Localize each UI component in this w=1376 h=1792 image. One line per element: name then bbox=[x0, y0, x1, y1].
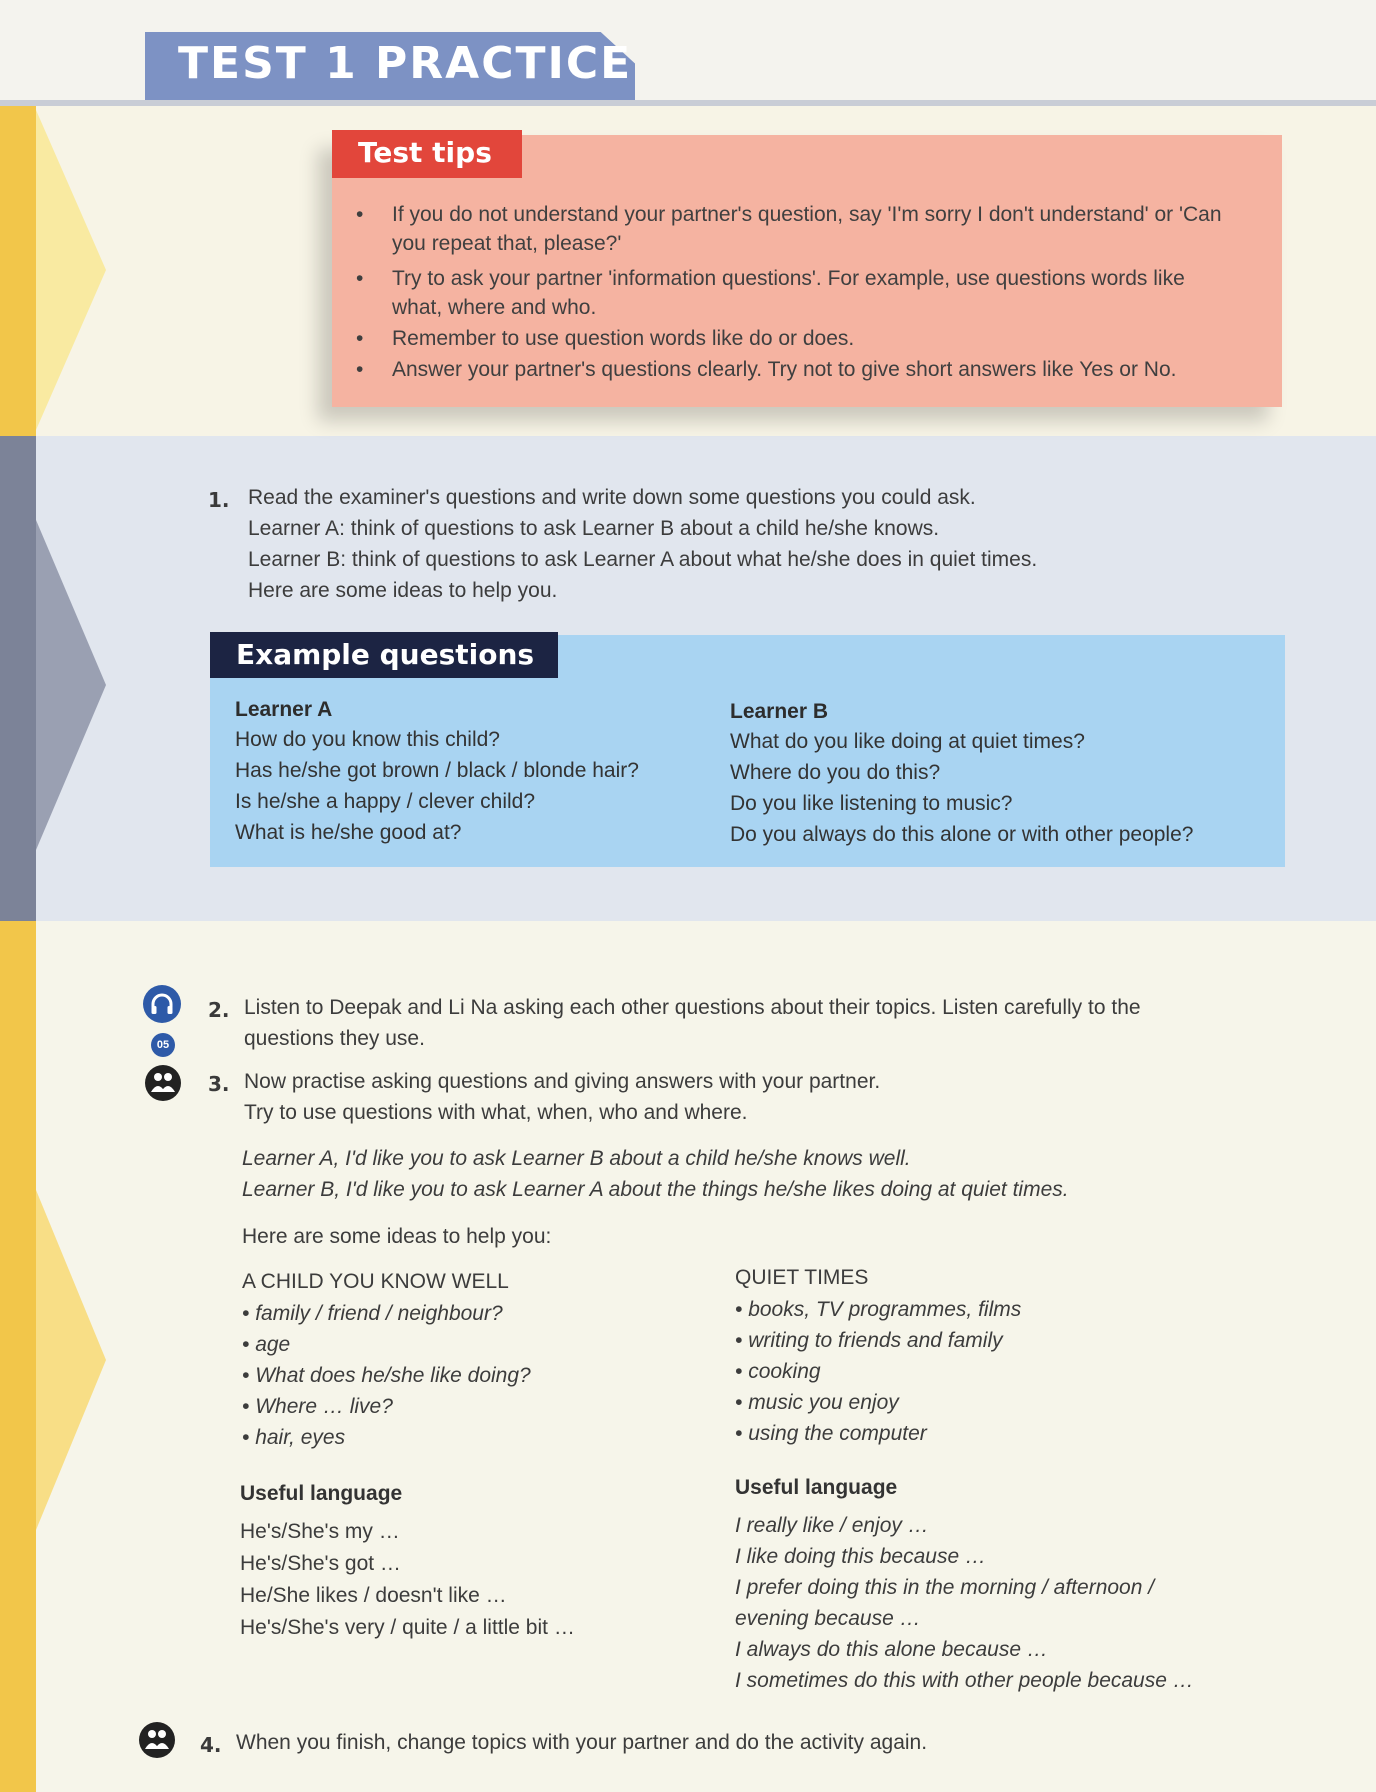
learner-b-question: Do you always do this alone or with other people? bbox=[730, 823, 1194, 846]
useful-language-heading: Useful language bbox=[240, 1482, 403, 1505]
bullet-dot: • bbox=[356, 267, 364, 290]
idea-text: books, TV programmes, films bbox=[748, 1298, 1022, 1321]
idea-bullet: • What does he/she like doing? bbox=[242, 1364, 531, 1387]
pair-work-icon bbox=[145, 1065, 181, 1101]
learner-b-question: What do you like doing at quiet times? bbox=[730, 730, 1085, 753]
idea-bullet: • writing to friends and family bbox=[735, 1329, 1003, 1352]
useful-phrase: I always do this alone because … bbox=[735, 1638, 1048, 1661]
page-title: TEST 1 PRACTICE bbox=[178, 38, 633, 89]
tip-item bbox=[356, 355, 1236, 384]
task1-line: Learner A: think of questions to ask Learner B about a child he/she knows. bbox=[248, 517, 940, 540]
tip-text: Answer your partner's questions clearly. Try not to give short answers like Yes or No. bbox=[392, 358, 1177, 381]
useful-phrase: He's/She's very / quite / a little bit … bbox=[240, 1616, 575, 1639]
example-questions-title: Example questions bbox=[236, 638, 535, 671]
idea-text: What does he/she like doing? bbox=[255, 1364, 531, 1387]
task-number: 1. bbox=[208, 488, 230, 512]
learner-a-question: Has he/she got brown / black / blonde hair? bbox=[235, 759, 639, 782]
idea-bullet: • cooking bbox=[735, 1360, 821, 1383]
bullet-dot: • bbox=[356, 327, 364, 350]
learner-a-heading: Learner A bbox=[235, 698, 333, 721]
idea-bullet: • family / friend / neighbour? bbox=[242, 1302, 503, 1325]
tip-item bbox=[356, 324, 1236, 353]
idea-text: using the computer bbox=[748, 1422, 927, 1445]
idea-bullet: • hair, eyes bbox=[242, 1426, 346, 1449]
idea-bullet: • age bbox=[242, 1333, 291, 1356]
idea-text: Where … live? bbox=[255, 1395, 393, 1418]
child-topic-heading: A CHILD YOU KNOW WELL bbox=[242, 1270, 509, 1293]
page-edge-band bbox=[0, 106, 36, 436]
idea-bullet: • using the computer bbox=[735, 1422, 927, 1445]
idea-bullet: • music you enjoy bbox=[735, 1391, 899, 1414]
page-edge-band bbox=[0, 921, 36, 1792]
useful-phrase: I like doing this because … bbox=[735, 1545, 986, 1568]
task-number: 4. bbox=[200, 1733, 222, 1757]
task2-line: Listen to Deepak and Li Na asking each other questions about their topics. Listen carefully to the bbox=[244, 996, 1141, 1019]
task1-line: Here are some ideas to help you. bbox=[248, 579, 558, 602]
headphones-icon[interactable] bbox=[143, 985, 181, 1023]
audio-track-badge: 05 bbox=[151, 1033, 175, 1057]
idea-text: age bbox=[255, 1333, 291, 1356]
useful-language-heading: Useful language bbox=[735, 1476, 898, 1499]
learner-a-question: Is he/she a happy / clever child? bbox=[235, 790, 536, 813]
task2-section-bg bbox=[36, 921, 1376, 1792]
task1-line: Read the examiner's questions and write down some questions you could ask. bbox=[248, 486, 976, 509]
learner-b-heading: Learner B bbox=[730, 700, 829, 723]
task2-line: questions they use. bbox=[244, 1027, 425, 1050]
useful-phrase: He's/She's got … bbox=[240, 1552, 401, 1575]
idea-text: hair, eyes bbox=[255, 1426, 346, 1449]
test-tips-title: Test tips bbox=[358, 136, 492, 169]
task1-line: Learner B: think of questions to ask Learner A about what he/she does in quiet times. bbox=[248, 548, 1038, 571]
pair-work-icon bbox=[139, 1722, 175, 1758]
pair-work-glyph bbox=[144, 1729, 170, 1751]
learner-a-question: How do you know this child? bbox=[235, 728, 500, 751]
useful-phrase: I sometimes do this with other people because … bbox=[735, 1669, 1194, 1692]
useful-phrase: I really like / enjoy … bbox=[735, 1514, 929, 1537]
idea-text: cooking bbox=[748, 1360, 821, 1383]
useful-phrase: I prefer doing this in the morning / afternoon / bbox=[735, 1576, 1155, 1599]
task-number: 2. bbox=[208, 998, 230, 1022]
bullet-dot: • bbox=[356, 203, 364, 226]
pair-work-glyph bbox=[150, 1072, 176, 1094]
useful-phrase: evening because … bbox=[735, 1607, 921, 1630]
task3-line: Try to use questions with what, when, who and where. bbox=[244, 1101, 748, 1124]
idea-text: writing to friends and family bbox=[748, 1329, 1003, 1352]
quiet-times-heading: QUIET TIMES bbox=[735, 1266, 869, 1289]
task3-line: Now practise asking questions and giving answers with your partner. bbox=[244, 1070, 881, 1093]
task3-instruction: Learner A, I'd like you to ask Learner B about a child he/she knows well. bbox=[242, 1147, 911, 1170]
tip-text: Try to ask your partner 'information questions'. For example, use questions words like what, where and who. bbox=[392, 267, 1185, 319]
page-edge-band bbox=[0, 436, 36, 921]
tip-text: Remember to use question words like do or does. bbox=[392, 327, 855, 350]
learner-a-question: What is he/she good at? bbox=[235, 821, 462, 844]
headphones-glyph bbox=[149, 991, 175, 1017]
bullet-dot: • bbox=[356, 358, 364, 381]
tip-item bbox=[356, 200, 1236, 258]
tip-text: If you do not understand your partner's question, say 'I'm sorry I don't understand' or 'Can you repeat that, please?' bbox=[392, 203, 1222, 255]
task3-instruction: Learner B, I'd like you to ask Learner A about the things he/she likes doing at quiet times. bbox=[242, 1178, 1069, 1201]
ideas-intro: Here are some ideas to help you: bbox=[242, 1225, 552, 1248]
tip-item bbox=[356, 264, 1236, 322]
learner-b-question: Do you like listening to music? bbox=[730, 792, 1013, 815]
idea-text: music you enjoy bbox=[748, 1391, 899, 1414]
header-divider bbox=[0, 100, 1376, 106]
idea-text: family / friend / neighbour? bbox=[255, 1302, 503, 1325]
idea-bullet: • books, TV programmes, films bbox=[735, 1298, 1022, 1321]
learner-b-question: Where do you do this? bbox=[730, 761, 941, 784]
idea-bullet: • Where … live? bbox=[242, 1395, 393, 1418]
useful-phrase: He's/She's my … bbox=[240, 1520, 400, 1543]
useful-phrase: He/She likes / doesn't like … bbox=[240, 1584, 507, 1607]
task-number: 3. bbox=[208, 1072, 230, 1096]
task4-text: When you finish, change topics with your partner and do the activity again. bbox=[236, 1731, 928, 1754]
